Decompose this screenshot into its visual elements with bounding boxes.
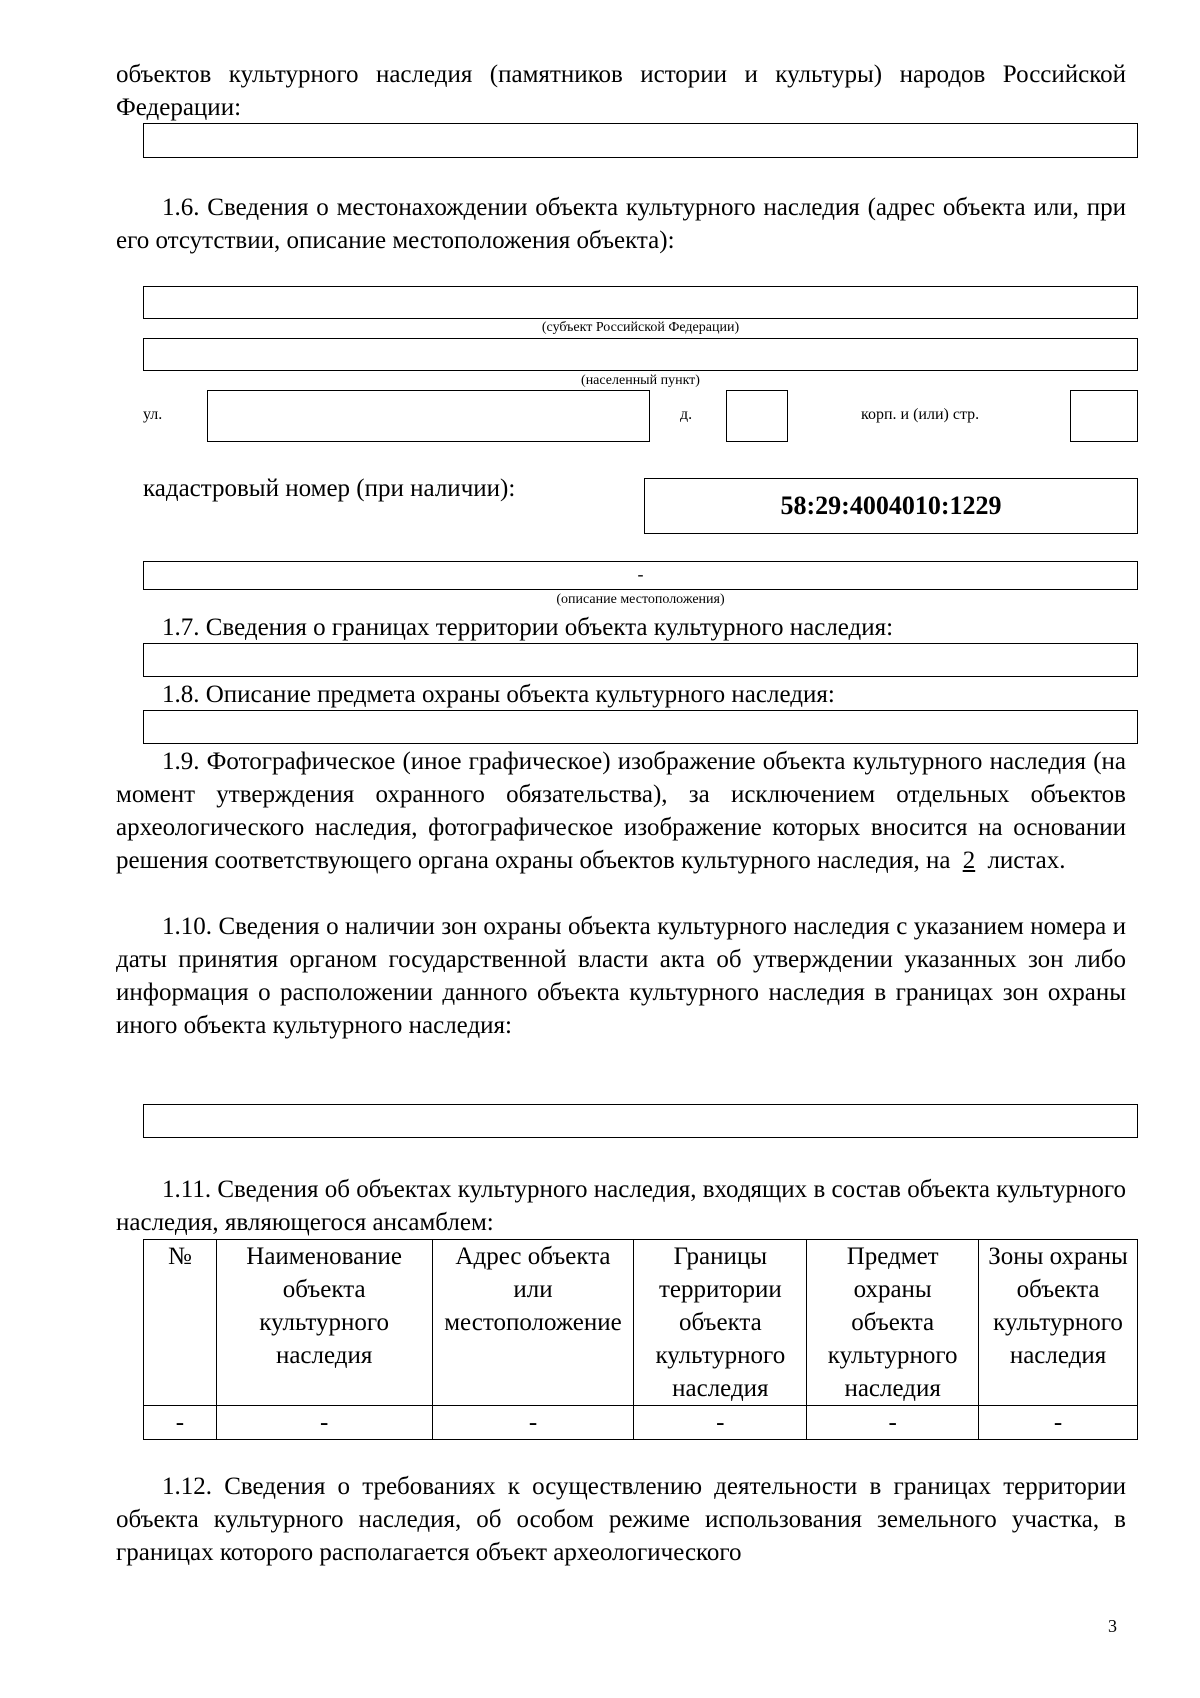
- territory-boundaries-field[interactable]: [143, 643, 1138, 677]
- building-field[interactable]: [1070, 390, 1138, 442]
- section-1-6-heading: 1.6. Сведения о местонахождении объекта культурного наследия (адрес объекта или, при его отсутствии, описание местоположения объекта):: [116, 194, 1126, 254]
- ensemble-objects-table: [143, 1239, 1138, 1440]
- sheets-count: 2: [962, 847, 976, 874]
- location-description-caption: (описание местоположения): [556, 592, 725, 607]
- cultural-heritage-register-field[interactable]: [143, 123, 1138, 158]
- header-protection-subject: Предмет охраны объекта культурного наследия: [807, 1240, 979, 1406]
- section-1-12-text: 1.12. Сведения о требованиях к осуществлению деятельности в границах территории объекта культурного наследия, об особом режиме использования земельного участка, в границах которого располагается объект археологического: [116, 1473, 1126, 1566]
- section-1-9-text: [116, 745, 1126, 877]
- section-1-11-text: 1.11. Сведения об объектах культурного наследия, входящих в состав объекта культурного наследия, являющегося ансамблем:: [116, 1176, 1126, 1236]
- table-cell[interactable]: -: [144, 1406, 217, 1440]
- protection-subject-field[interactable]: [143, 710, 1138, 744]
- table-row: [144, 1406, 1138, 1440]
- street-label: ул.: [143, 406, 163, 423]
- cadastral-label: кадастровый номер (при наличии):: [143, 475, 516, 502]
- table-cell[interactable]: -: [979, 1406, 1138, 1440]
- cadastral-number-field[interactable]: [644, 478, 1138, 534]
- table-cell[interactable]: -: [634, 1406, 807, 1440]
- building-label: корп. и (или) стр.: [861, 406, 980, 423]
- street-field[interactable]: [207, 390, 650, 442]
- section-1-10-text: 1.10. Сведения о наличии зон охраны объекта культурного наследия с указанием номера и даты принятия органом государственной власти акта об утверждении указанных зон либо информация о расположении данного объекта культурного наследия в границах зон охраны иного объекта культурного наследия:: [116, 913, 1126, 1039]
- settlement-caption: (населенный пункт): [581, 373, 700, 388]
- section-1-8-heading: 1.8. Описание предмета охраны объекта культурного наследия:: [162, 681, 835, 708]
- sheets-suffix: листах.: [987, 847, 1066, 874]
- subject-field[interactable]: [143, 286, 1138, 319]
- section-1-9-body: 1.9. Фотографическое (иное графическое) изображение объекта культурного наследия (на момент утверждения охранного обязательства), за исключением отдельных объектов археологического наследия, фотографическое изображение которых вносится на основании решения соответствующего органа охраны объектов культурного наследия, на: [116, 748, 1126, 874]
- table-cell[interactable]: -: [216, 1406, 432, 1440]
- protection-zones-field[interactable]: [143, 1104, 1138, 1138]
- settlement-field[interactable]: [143, 338, 1138, 371]
- house-label: д.: [680, 406, 693, 423]
- location-description-field[interactable]: [143, 561, 1138, 590]
- header-name: Наименование объекта культурного наследия: [216, 1240, 432, 1406]
- section-1-7-heading: 1.7. Сведения о границах территории объекта культурного наследия:: [162, 614, 894, 641]
- subject-caption: (субъект Российской Федерации): [541, 320, 740, 335]
- location-description-value: -: [637, 564, 644, 584]
- table-cell[interactable]: -: [432, 1406, 634, 1440]
- house-field[interactable]: [726, 390, 788, 442]
- header-address: Адрес объекта или местоположение: [432, 1240, 634, 1406]
- table-cell[interactable]: -: [807, 1406, 979, 1440]
- intro-text: объектов культурного наследия (памятников истории и культуры) народов Российской Федерации:: [116, 61, 1126, 121]
- table-header-row: [144, 1240, 1138, 1406]
- cadastral-number-value: 58:29:4004010:1229: [780, 491, 1002, 520]
- page-number: 3: [1108, 1616, 1117, 1636]
- header-protection-zones: Зоны охраны объекта культурного наследия: [979, 1240, 1138, 1406]
- header-boundaries: Границы территории объекта культурного наследия: [634, 1240, 807, 1406]
- header-number: №: [144, 1240, 217, 1406]
